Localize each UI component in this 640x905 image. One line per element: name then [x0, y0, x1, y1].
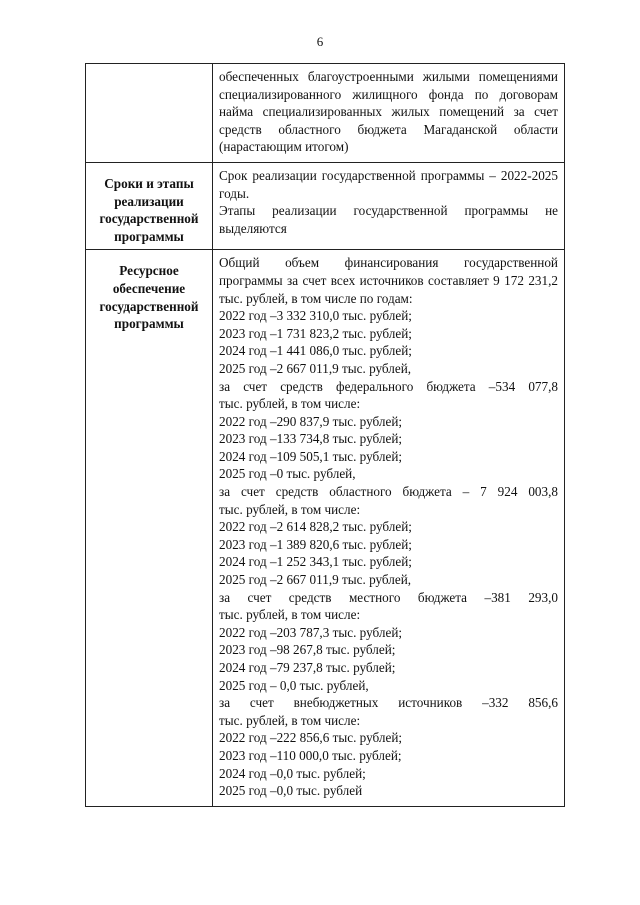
extrabudget-heading: за счет внебюджетных источников –332 856,6 [219, 695, 558, 711]
row-label-terms: Сроки и этапы реализации государственной программы [86, 162, 213, 249]
federal-year-line: 2023 год –133 734,8 тыс. рублей; [219, 431, 403, 447]
federal-year-line: 2022 год –290 837,9 тыс. рублей; [219, 413, 403, 429]
passport-table [85, 63, 565, 807]
extrabudget-year-line: 2024 год –0,0 тыс. рублей; [219, 765, 366, 781]
federal-year-line: 2025 год –0 тыс. рублей, [219, 466, 356, 482]
extrabudget-year-line: 2025 год –0,0 тыс. рублей [219, 783, 363, 799]
program-term: Срок реализации государственной программы – 2022-2025 годы. [219, 167, 558, 201]
financing-intro: Общий объем финансирования государственной программы за счет всех источников составляет 9 172 231,2 тыс. рублей, в том числе по годам: [219, 255, 558, 306]
local-year-line: 2022 год –203 787,3 тыс. рублей; [219, 624, 403, 640]
regional-heading: за счет средств областного бюджета – 7 924 003,8 [219, 484, 558, 500]
federal-subheading: тыс. рублей, в том числе: [219, 396, 361, 412]
total-year-line: 2025 год –2 667 011,9 тыс. рублей, [219, 360, 412, 376]
extrabudget-year-line: 2023 год –110 000,0 тыс. рублей; [219, 747, 402, 763]
local-year-line: 2023 год –98 267,8 тыс. рублей; [219, 642, 396, 658]
total-year-line: 2024 год –1 441 086,0 тыс. рублей; [219, 343, 412, 359]
extrabudget-subheading: тыс. рублей, в том числе: [219, 712, 361, 728]
extrabudget-year-line: 2022 год –222 856,6 тыс. рублей; [219, 730, 403, 746]
total-year-line: 2022 год –3 332 310,0 тыс. рублей; [219, 308, 412, 324]
local-year-line: 2025 год – 0,0 тыс. рублей, [219, 677, 369, 693]
total-year-line: 2023 год –1 731 823,2 тыс. рублей; [219, 325, 412, 341]
table-row [86, 64, 565, 163]
regional-year-line: 2022 год –2 614 828,2 тыс. рублей; [219, 519, 412, 535]
table-row [86, 162, 565, 249]
federal-heading: за счет средств федерального бюджета –534 077,8 [219, 378, 558, 394]
regional-subheading: тыс. рублей, в том числе: [219, 501, 361, 517]
local-heading: за счет средств местного бюджета –381 293,0 [219, 589, 558, 605]
regional-year-line: 2024 год –1 252 343,1 тыс. рублей; [219, 554, 412, 570]
resources-cell [213, 250, 565, 806]
regional-year-line: 2023 год –1 389 820,6 тыс. рублей; [219, 536, 412, 552]
regional-year-line: 2025 год –2 667 011,9 тыс. рублей, [219, 572, 412, 588]
indicator-text: обеспеченных благоустроенными жилыми помещениями специализированного жилищного фонда по договорам найма специализированных жилых помещений за счет средств областного бюджета Магаданской области (нарастающим итогом) [213, 64, 565, 163]
row-label-resources: Ресурсное обеспечение государственной программы [86, 250, 213, 806]
local-subheading: тыс. рублей, в том числе: [219, 607, 361, 623]
table-row [86, 250, 565, 806]
federal-year-line: 2024 год –109 505,1 тыс. рублей; [219, 448, 403, 464]
terms-cell [213, 162, 565, 249]
page-number: 6 [316, 34, 324, 49]
local-year-line: 2024 год –79 237,8 тыс. рублей; [219, 660, 396, 675]
program-stages: Этапы реализации государственной программы не выделяются [219, 203, 558, 236]
row-label-empty [86, 64, 213, 163]
